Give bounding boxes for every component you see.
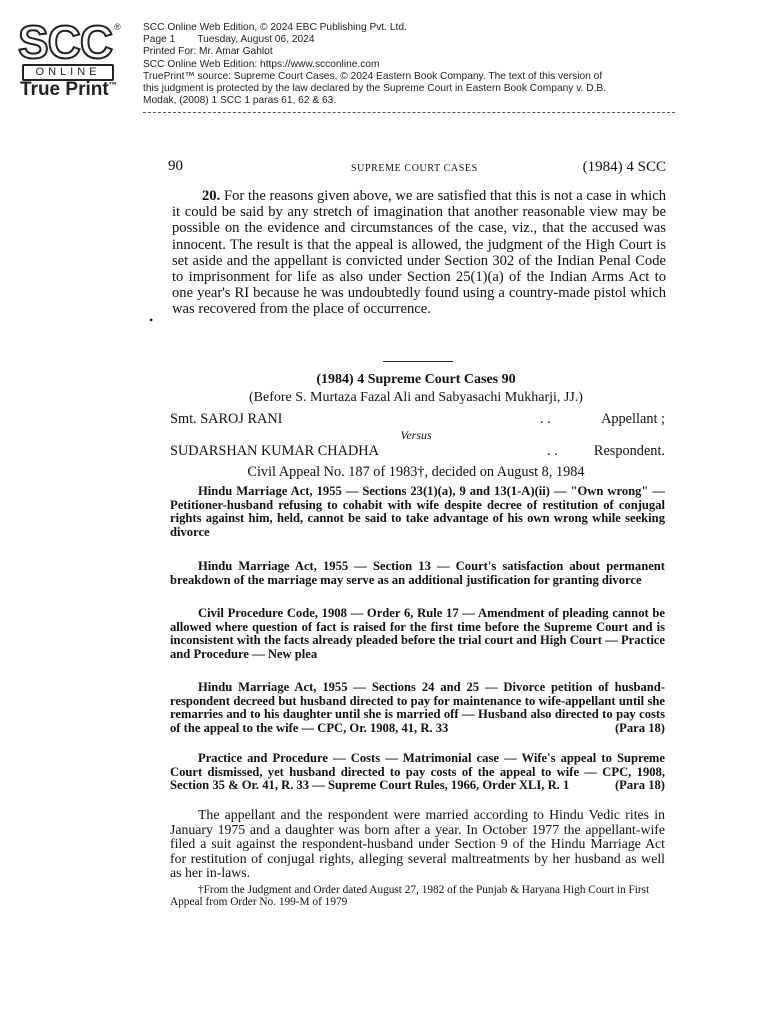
- registered-mark: ®: [114, 22, 121, 32]
- print-date: Tuesday, August 06, 2024: [197, 34, 315, 46]
- headnote-text: Practice and Procedure — Costs — Matrimonial case — Wife's appeal to Supreme Court dismissed, yet husband directed to pay costs of the appeal to wife — CPC, 1908, Section 35 & Or. 41, R. 33 — Supreme Court Rules, 1966, Order XLI, R. 1: [170, 751, 665, 793]
- paragraph-20: [172, 188, 666, 318]
- footnote: [170, 884, 665, 909]
- headnote-text: Hindu Marriage Act, 1955 — Sections 24 and 25 — Divorce petition of husband-respondent decreed but husband directed to pay for maintenance to wife-appellant until she remarries and to his daughter until she is married off — Husband also directed to pay costs of the appeal to the wife — CPC, Or. 1908, 41, R. 33: [170, 680, 665, 735]
- section-rule: [383, 361, 453, 362]
- headnote-text: Hindu Marriage Act, 1955 — Sections 23(1)(a), 9 and 13(1-A)(ii) — "Own wrong" — Petitioner-husband refusing to cohabit with wife despite decree of restitution of conjugal rights against him, held, cannot be said to take advantage of his own wrong while seeking divorce: [170, 484, 665, 539]
- footnote-text: †From the Judgment and Order dated August 27, 1982 of the Punjab & Haryana High Court in First Appeal from Order No. 199-M of 1979: [170, 884, 650, 909]
- logo-scc-text: SCC: [18, 16, 113, 68]
- para-reference: (Para 18): [614, 778, 665, 793]
- header-divider: [143, 112, 675, 113]
- headnote: [170, 752, 665, 793]
- meta-line-copyright: SCC Online Web Edition, © 2024 EBC Publishing Pvt. Ltd.: [143, 22, 407, 33]
- volume-citation: (1984) 4 SCC: [582, 159, 666, 175]
- headnote: [170, 681, 665, 735]
- logo-trueprint: [20, 79, 117, 101]
- page-number: 90: [168, 158, 183, 174]
- print-metadata: [143, 22, 703, 107]
- scc-online-logo: [18, 16, 121, 102]
- headnote: [170, 560, 665, 587]
- facts-paragraph: [170, 808, 665, 881]
- respondent-name: SUDARSHAN KUMAR CHADHA: [170, 443, 379, 459]
- meta-line-printed-for: Printed For: Mr. Amar Gahlot: [143, 46, 273, 58]
- para-reference: (Para 18): [614, 720, 665, 735]
- logo-trueprint-text: True Print: [20, 79, 109, 100]
- headnote-text: Hindu Marriage Act, 1955 — Section 13 — Court's satisfaction about permanent breakdown of the marriage may serve as an additional justification for granting divorce: [170, 559, 665, 587]
- page-label: Page 1: [143, 34, 176, 46]
- paragraph-text: For the reasons given above, we are satisfied that this is not a case in which it could be said by any stretch of imagination that another reasonable view may be possible on the evidence and circumstances of the case, viz., that the accused was innocent. The result is that the appeal is allowed, the judgment of the High Court is set aside and the appellant is convicted under Section 302 of the Indian Penal Code to imprisonment for life as also under Section 25(1)(a) of the Indian Arms Act to one year's RI because he was undoubtedly found using a country-made pistol which was recovered from the place of occurrence.: [172, 188, 666, 318]
- leader-dots: . .: [547, 443, 558, 459]
- meta-line-page: [143, 34, 703, 46]
- bench: (Before S. Murtaza Fazal Ali and Sabyasachi Mukharji, JJ.): [249, 390, 583, 405]
- case-citation: (1984) 4 Supreme Court Cases 90: [316, 372, 516, 387]
- paragraph-number: 20.: [202, 188, 221, 204]
- respondent-row: [170, 443, 665, 461]
- running-head: [166, 150, 666, 174]
- headnote: [170, 607, 665, 661]
- headnote-text: Civil Procedure Code, 1908 — Order 6, Rule 17 — Amendment of pleading cannot be allowed where question of fact is raised for the first time before the Supreme Court and is inconsistent with the facts already pleaded before the trial court and High Court — Practice and Procedure — New plea: [170, 606, 665, 661]
- respondent-role: Respondent.: [593, 443, 665, 459]
- meta-line-modak: Modak, (2008) 1 SCC 1 paras 61, 62 & 63.: [143, 95, 337, 107]
- appellant-row: [170, 411, 665, 429]
- headnote: [170, 485, 665, 539]
- margin-dot: •: [149, 313, 154, 327]
- facts-text: The appellant and the respondent were married according to Hindu Vedic rites in January 1975 and a daughter was born after a year. In October 1977 the appellant-wife filed a suit against the respondent-husband under Section 9 of the Hindu Marriage Act for restitution of conjugal rights, alleging several maltreatments by her husband as well as her in-laws.: [170, 807, 665, 881]
- meta-line-web-edition: SCC Online Web Edition: https://www.scconline.com: [143, 58, 380, 70]
- logo-trademark: ™: [108, 80, 117, 90]
- versus-label: Versus: [400, 428, 432, 442]
- logo-online-text: ONLINE: [22, 64, 114, 81]
- meta-line-trueprint-source: TruePrint™ source: Supreme Court Cases, © 2024 Eastern Book Company. The text of this version of: [143, 70, 603, 82]
- journal-name: SUPREME COURT CASES: [351, 163, 478, 174]
- appeal-info: Civil Appeal No. 187 of 1983†, decided on August 8, 1984: [247, 464, 585, 480]
- leader-dots: . .: [540, 411, 551, 427]
- book-page: [166, 150, 666, 318]
- appellant-name: Smt. SAROJ RANI: [170, 411, 283, 427]
- meta-line-protection: this judgment is protected by the law declared by the Supreme Court in Eastern Book Company v. D.B.: [143, 83, 607, 95]
- appellant-role: Appellant ;: [601, 411, 665, 427]
